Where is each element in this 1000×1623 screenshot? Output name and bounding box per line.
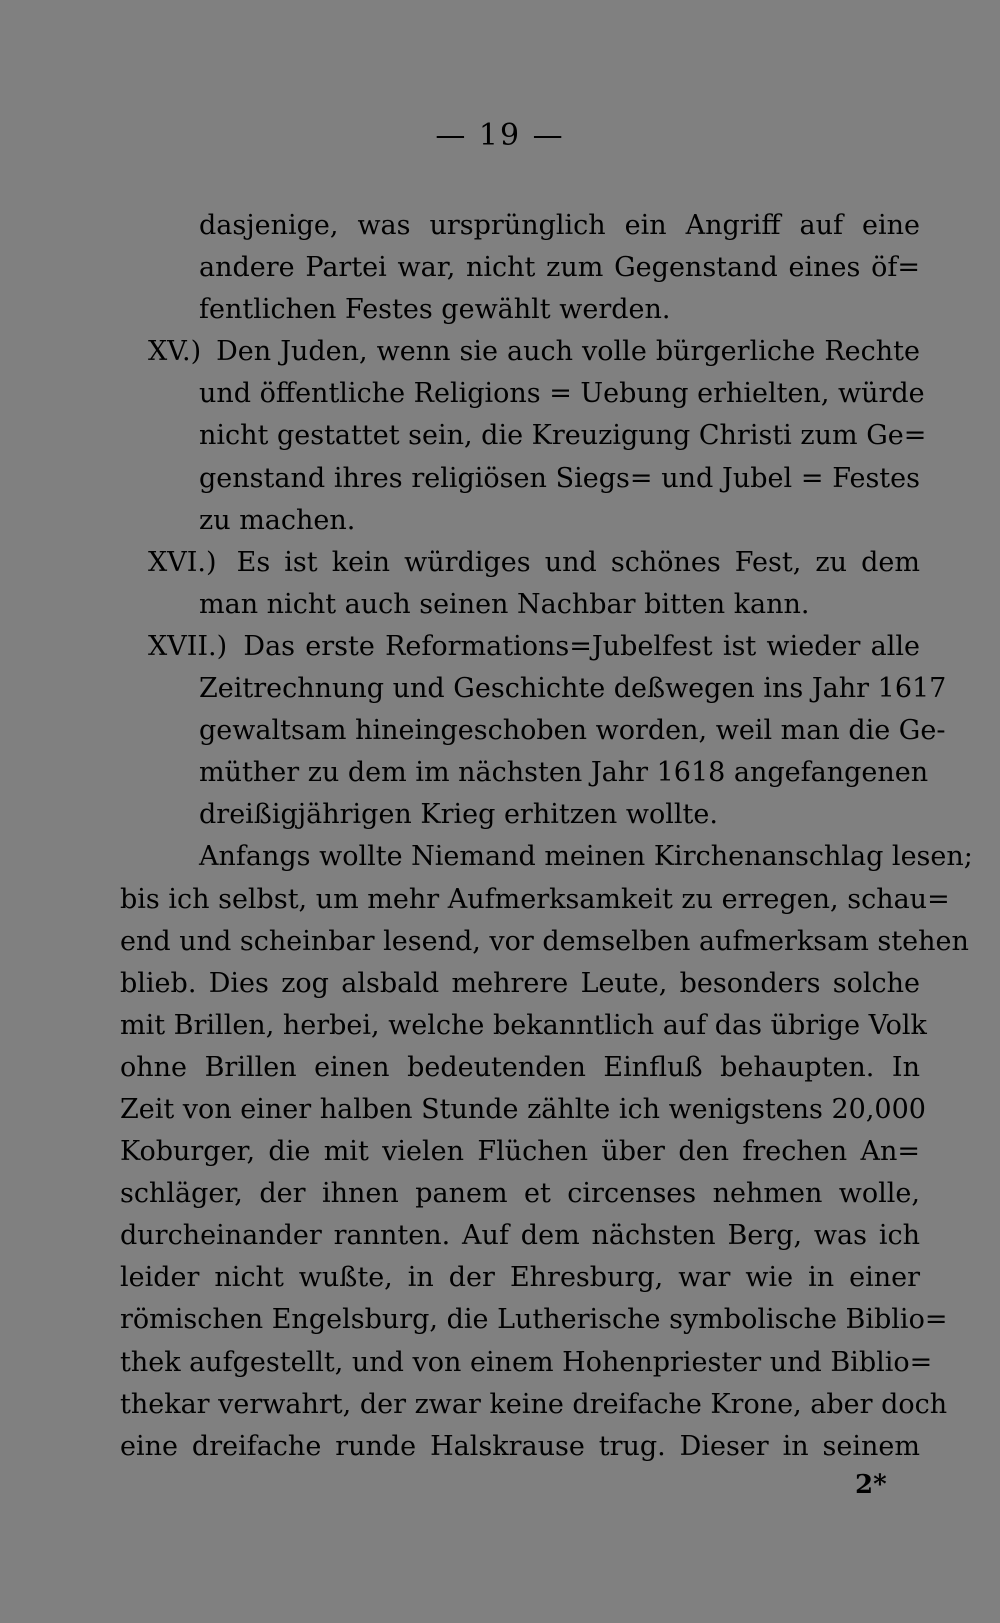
text-line: Den Juden, wenn sie auch volle bürgerliche Rechte [216,336,920,368]
text-line: schläger, der ihnen panem et circenses nehmen wolle, [120,1178,920,1210]
text-line: dreißigjährigen Krieg erhitzen wollte. [199,799,718,831]
text-line: man nicht auch seinen Nachbar bitten kann. [199,588,810,620]
text-line: Koburger, die mit vielen Flüchen über den frechen An= [120,1136,920,1168]
text-line: thek aufgestellt, und von einem Hohenpriester und Biblio= [120,1346,933,1378]
text-line: nicht gestattet sein, die Kreuzigung Christi zum Ge= [199,420,927,452]
signature-mark: 2* [855,1470,887,1500]
text-line: end und scheinbar lesend, vor demselben aufmerksam stehen [120,925,969,957]
item-number: XV.) [148,336,202,368]
text-line: ohne Brillen einen bedeutenden Einfluß behaupten. In [120,1051,920,1083]
text-line: thekar verwahrt, der zwar keine dreifache Krone, aber doch [120,1388,948,1420]
item-xvii-first-line [148,626,920,668]
text-line: zu machen. [199,504,356,536]
item-number: XVI.) [148,546,217,578]
text-line: müther zu dem im nächsten Jahr 1618 angefangenen [199,757,929,789]
item-xv-first-line [148,331,920,373]
text-line: durcheinander rannten. Auf dem nächsten Berg, was ich [120,1220,920,1252]
page-number: — 19 — [435,118,565,153]
text-line: fentlichen Festes gewählt werden. [199,294,671,326]
item-number: XVII.) [148,630,228,662]
text-line: leider nicht wußte, in der Ehresburg, war wie in einer [120,1262,920,1294]
text-line: dasjenige, was ursprünglich ein Angriff auf eine [199,210,920,241]
paragraph-first-line: Anfangs wollte Niemand meinen Kirchenanschlag lesen; [199,841,973,873]
text-line: genstand ihres religiösen Siegs= und Jubel = Festes [199,462,920,494]
text-line: gewaltsam hineingeschoben worden, weil man die Ge- [199,715,946,747]
text-line: römischen Engelsburg, die Lutherische symbolische Biblio= [120,1304,948,1336]
text-line: Das erste Reformations=Jubelfest ist wieder alle [243,630,920,662]
item-xvi-first-line [148,542,920,584]
text-line: Es ist kein würdiges und schönes Fest, zu dem [236,546,920,578]
body-text [120,205,973,1468]
text-line: bis ich selbst, um mehr Aufmerksamkeit zu erregen, schau= [120,883,950,915]
text-line: Zeitrechnung und Geschichte deßwegen ins Jahr 1617 [199,673,947,705]
text-line: andere Partei war, nicht zum Gegenstand eines öf= [199,252,920,284]
text-line: Zeit von einer halben Stunde zählte ich wenigstens 20,000 [120,1093,926,1125]
text-line: eine dreifache runde Halskrause trug. Dieser in seinem [120,1430,920,1462]
text-line: mit Brillen, herbei, welche bekanntlich auf das übrige Volk [120,1009,927,1041]
text-line: blieb. Dies zog alsbald mehrere Leute, besonders solche [120,967,920,999]
text-line: und öffentliche Religions = Uebung erhielten, würde [199,378,925,410]
